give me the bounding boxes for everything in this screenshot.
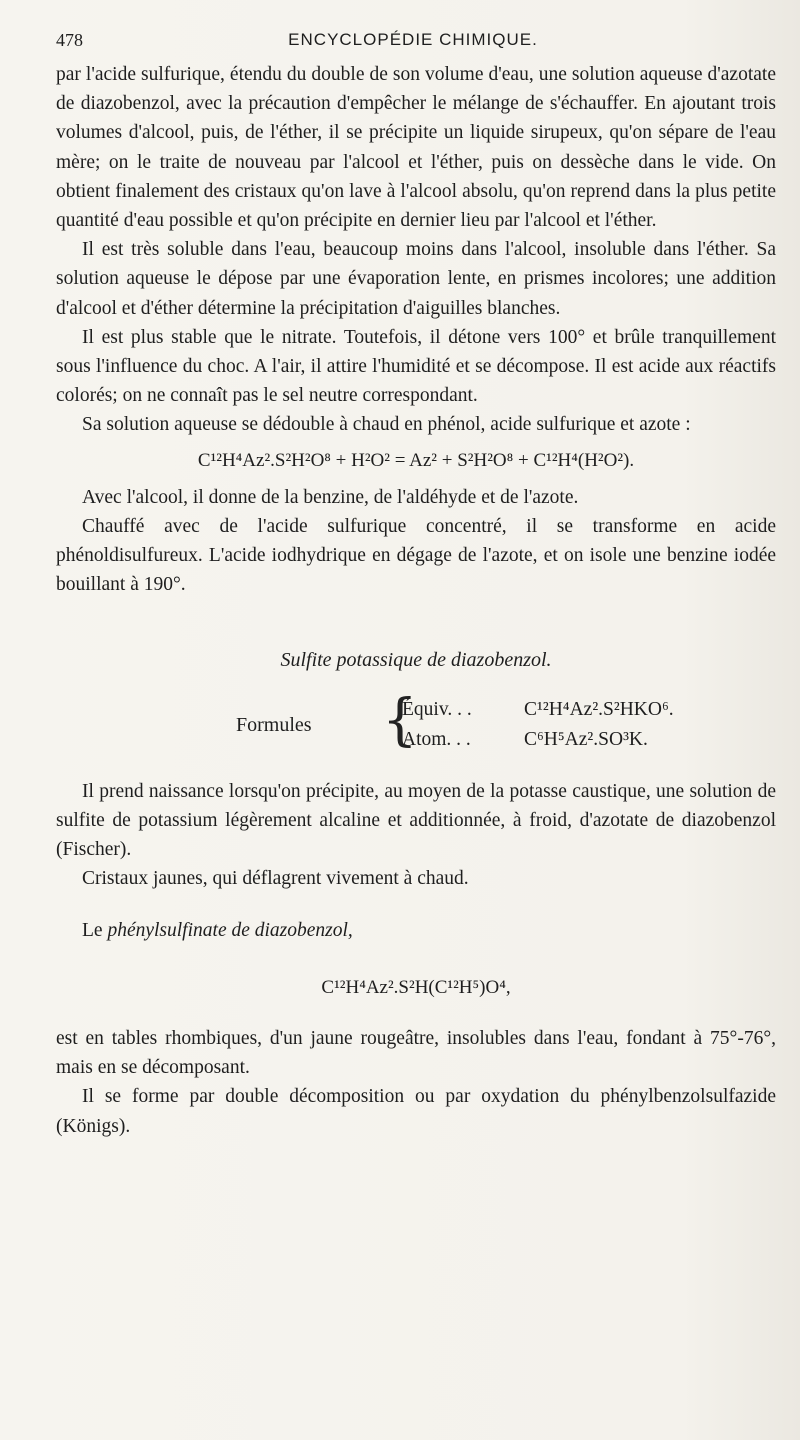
- paragraph: Il prend naissance lorsqu'on précipite, au moyen de la potasse caustique, une solution de sulfite de potassium légèrement alcaline et additionnée, à froid, d'azotate de diazobenzol (Fischer).: [56, 780, 776, 861]
- formula-row-equiv: [402, 695, 674, 724]
- paragraph: Avec l'alcool, il donne de la benzine, de l'aldéhyde et de l'azote.: [82, 486, 579, 508]
- compound-name: phénylsulfinate de diazobenzol,: [107, 919, 353, 941]
- paragraph: Il est plus stable que le nitrate. Toutefois, il détone vers 100° et brûle tranquillement sous l'influence du choc. A l'air, il attire l'humidité et se décompose. Il est acide aux réactifs colorés; on ne connaît pas le sel neutre correspondant.: [56, 326, 776, 407]
- formula-row-label: Atom. . .: [402, 728, 471, 750]
- paragraph: Sa solution aqueuse se dédouble à chaud en phénol, acide sulfurique et azote :: [82, 414, 691, 436]
- formula-row-label: Équiv. . .: [402, 698, 472, 720]
- brace-icon: {: [382, 687, 418, 753]
- page-header: [56, 30, 770, 54]
- reaction-equation: C¹²H⁴Az².S²H²O⁸ + H²O² = Az² + S²H²O⁸ + C¹²H⁴(H²O²).: [197, 449, 635, 471]
- paragraph: par l'acide sulfurique, étendu du double de son volume d'eau, une solution aqueuse d'azotate de diazobenzol, avec la précaution d'empêcher le mélange de s'échauffer. En ajoutant trois volumes d'alcool, puis, de l'éther, il se précipite un liquide sirupeux, qu'on sépare de l'eau mère; on le traite de nouveau par l'alcool et l'éther, puis on dessèche dans le vide. On obtient finalement des cristaux qu'on lave à l'alcool absolu, qu'on reprend dans la plus petite quantité d'eau possible et qu'on précipite en dernier lieu par l'alcool et l'éther.: [56, 64, 776, 232]
- formulas-label: Formules: [236, 713, 312, 736]
- running-head: ENCYCLOPÉDIE CHIMIQUE.: [288, 30, 538, 49]
- section-heading: Sulfite potassique de diazobenzol.: [280, 648, 552, 671]
- page-number: 478: [56, 30, 83, 50]
- formulas-block: [56, 687, 776, 755]
- paragraph: [56, 916, 776, 945]
- paragraph: Il est très soluble dans l'eau, beaucoup moins dans l'alcool, insoluble dans l'éther. Sa solution aqueuse le dépose par une évaporation lente, en prismes incolores; une addition d'alcool et d'éther détermine la précipitation d'aiguilles blanches.: [56, 239, 776, 319]
- formula-atom: C⁶H⁵Az².SO³K.: [524, 728, 648, 750]
- formula-row-atom: [402, 725, 648, 754]
- formula-equiv: C¹²H⁴Az².S²HKO⁶.: [524, 698, 674, 720]
- paragraph: Il se forme par double décomposition ou par oxydation du phénylbenzolsulfazide (Königs).: [56, 1086, 776, 1137]
- paragraph: est en tables rhombiques, d'un jaune rougeâtre, insolubles dans l'eau, fondant à 75°-76°, mais en se décomposant.: [56, 1028, 776, 1079]
- paragraph: Chauffé avec de l'acide sulfurique concentré, il se transforme en acide phénoldisulfureux. L'acide iodhydrique en dégage de l'azote, et on isole une benzine iodée bouillant à 190°.: [56, 516, 776, 596]
- text-prefix: Le: [82, 919, 108, 941]
- page-body: [56, 60, 776, 1141]
- phenylsulfinate-formula: C¹²H⁴Az².S²H(C¹²H⁵)O⁴,: [321, 976, 511, 998]
- paragraph: Cristaux jaunes, qui déflagrent vivement à chaud.: [82, 868, 469, 890]
